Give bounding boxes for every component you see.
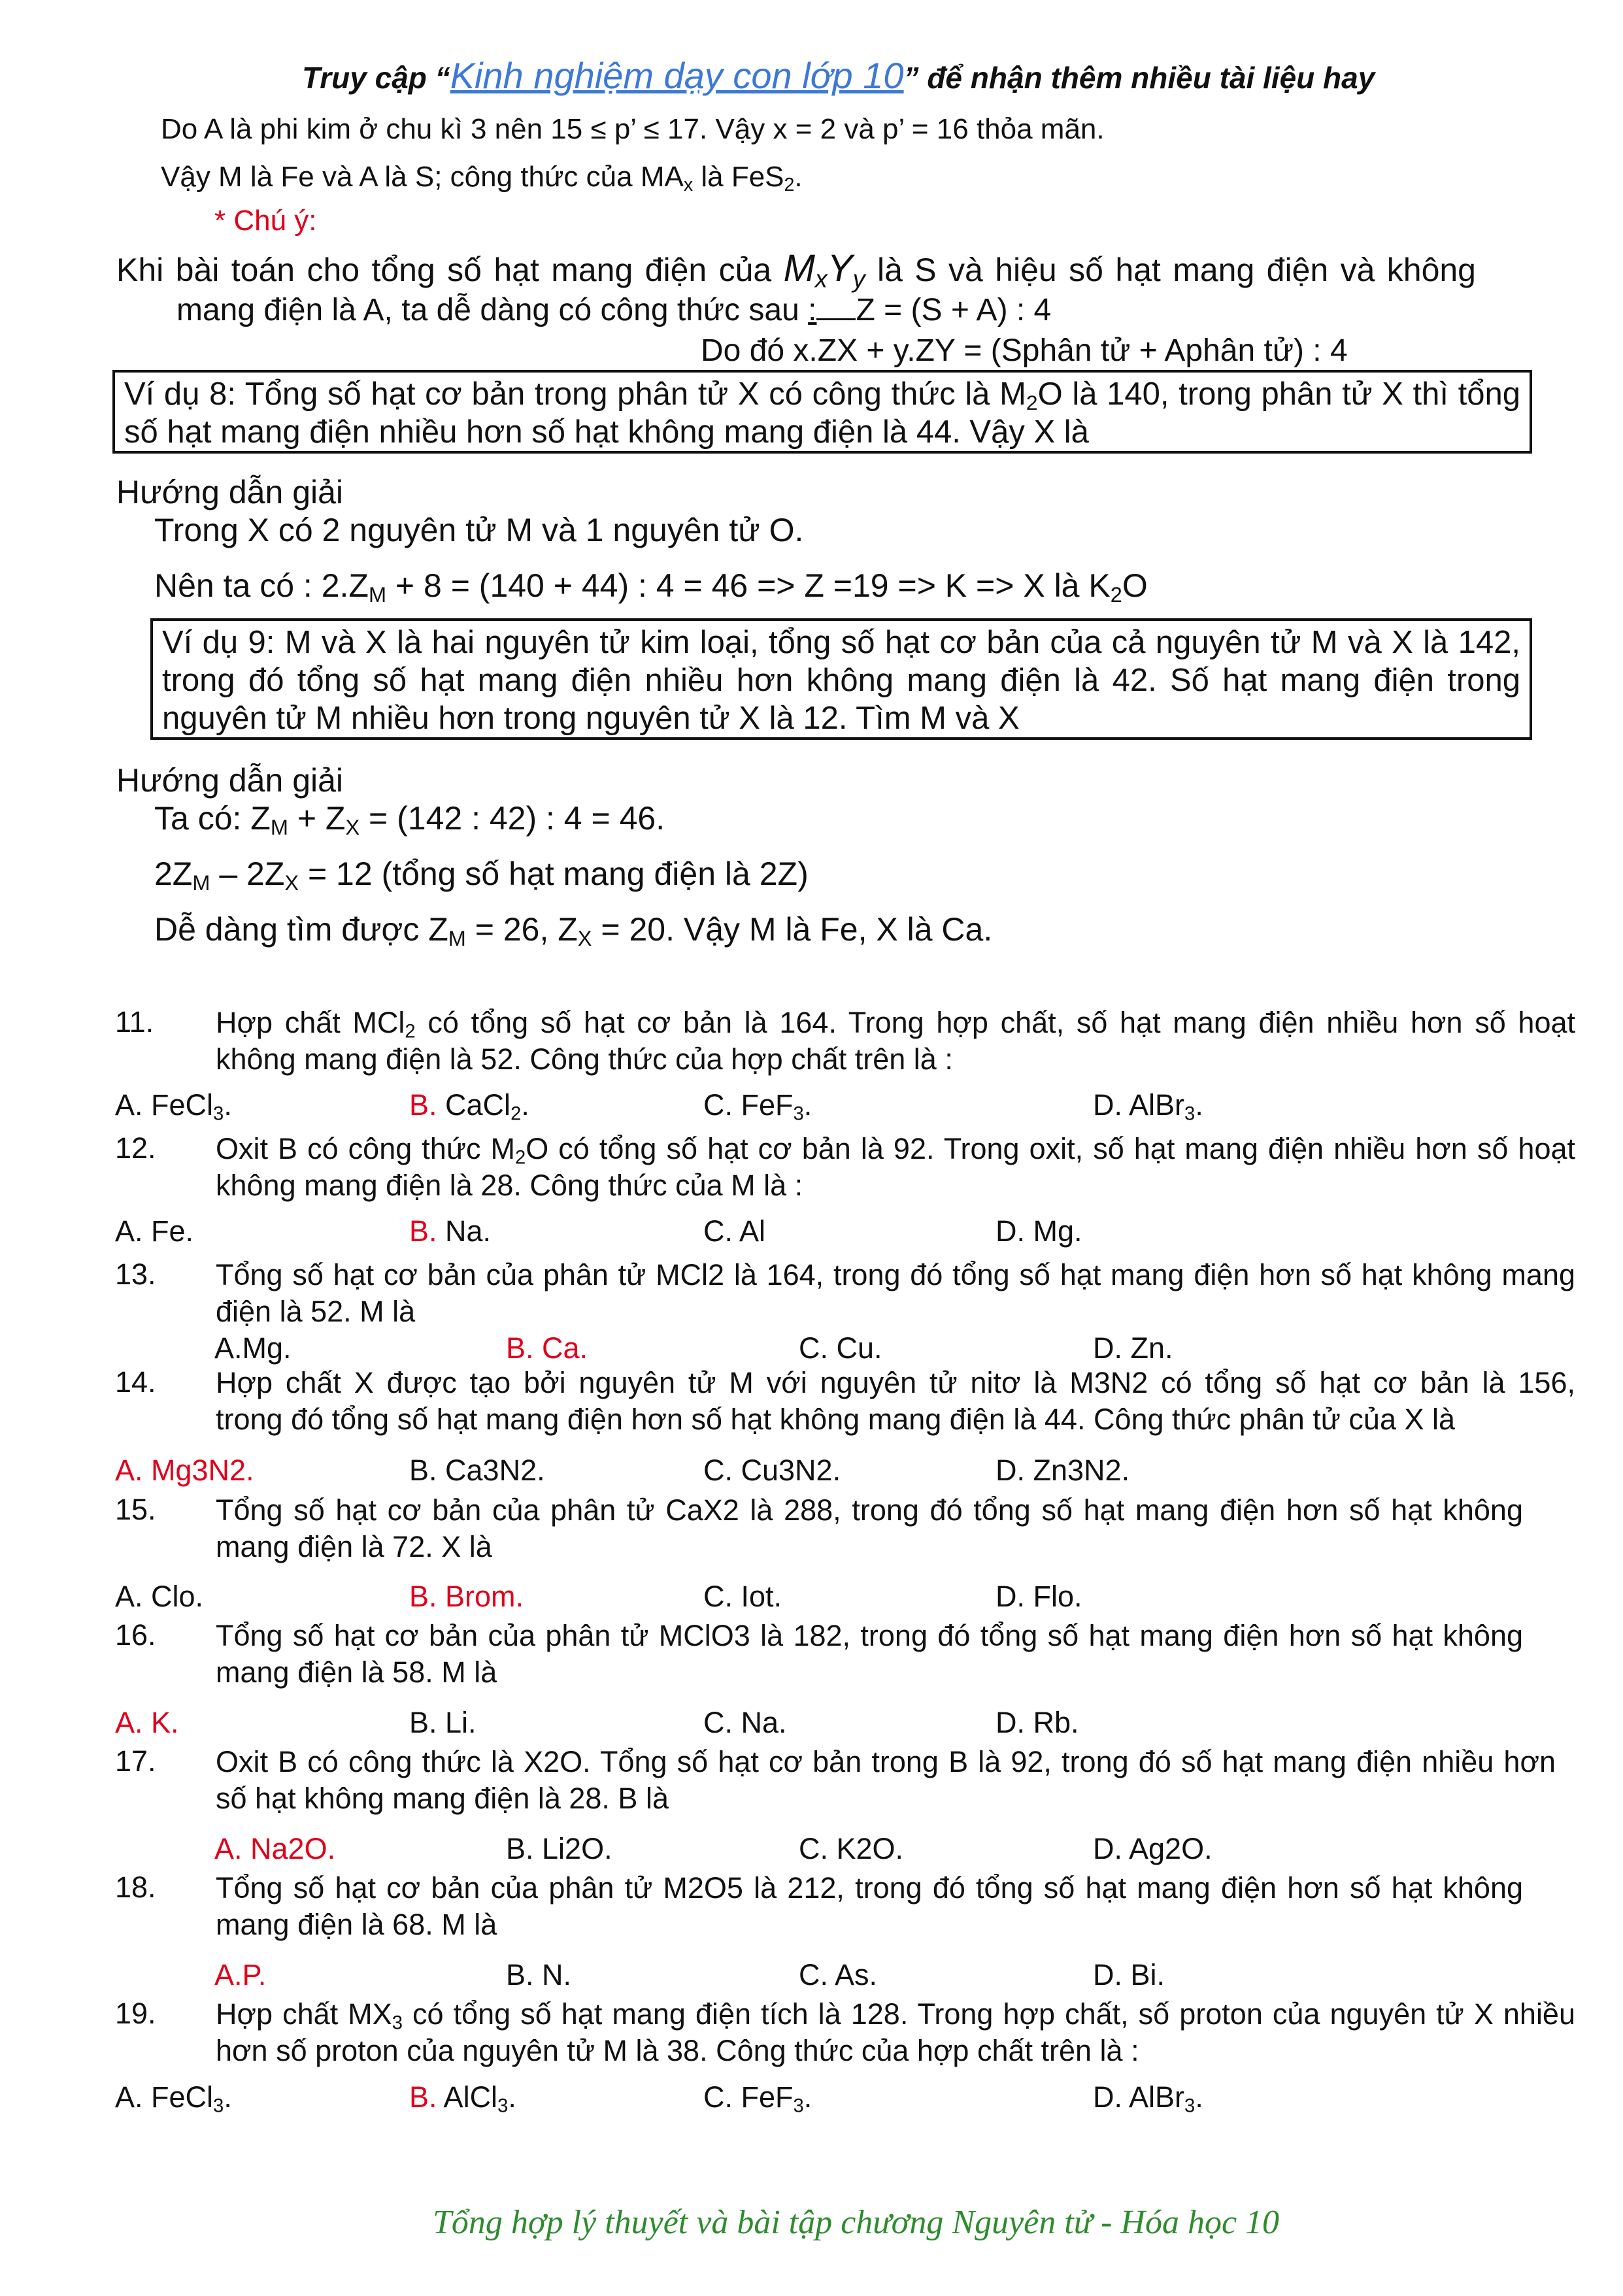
solution-9-title: Hướng dẫn giải bbox=[116, 762, 344, 799]
solution-8-line-2: Nên ta có : $2.Z_M + 8 = (140 + 44)$ : 4 = 46 => Z =19 => K => X là $K_2O$ bbox=[154, 567, 1148, 607]
q12-number: 12. bbox=[115, 1131, 156, 1165]
q11-option-b[interactable]: B. CaCl$_2$. bbox=[409, 1088, 529, 1125]
q14-option-d[interactable]: D. Zn3N2. bbox=[996, 1454, 1130, 1487]
q18-number: 18. bbox=[115, 1871, 156, 1904]
solution-9-line-3: Dễ dàng tìm được $Z_M = 26$, $Z_X = 20$. Vậy M là Fe, X là Ca. bbox=[154, 911, 993, 951]
q17-option-d[interactable]: D. Ag2O. bbox=[1093, 1832, 1213, 1865]
q15-option-c[interactable]: C. Iot. bbox=[703, 1580, 782, 1613]
q17-option-a[interactable]: A. Na2O. bbox=[214, 1832, 336, 1865]
example-8-line-1: Ví dụ 8: Tổng số hạt cơ bản trong phân tử X có công thức là $M_2O$ là 140, trong phân tử X thì tổng bbox=[124, 376, 1520, 414]
q15-number: 15. bbox=[115, 1493, 156, 1526]
q12-text: Oxit B có công thức $M_2O$ có tổng số hạt cơ bản là 92. Trong oxit, số hạt mang điện nhiều hơn số hoạt không mang điện là 28. Công thức của M là : bbox=[216, 1132, 1576, 1202]
q17-option-b[interactable]: B. Li2O. bbox=[506, 1832, 612, 1865]
q11-number: 11. bbox=[115, 1005, 154, 1039]
q18-option-b[interactable]: B. N. bbox=[506, 1958, 572, 1991]
header-link[interactable]: Kinh nghiệm dạy con lớp 10 bbox=[450, 55, 904, 96]
intro-line-2: Vậy M là Fe và A là S; công thức của $MA_x$ là FeS$_2$. bbox=[161, 161, 803, 196]
example-9-box bbox=[150, 618, 1532, 740]
formula-line-3: Do đó x.ZX + y.ZY = (Sphân tử + Aphân tử) : 4 bbox=[701, 333, 1348, 368]
page-footer: Tổng hợp lý thuyết và bài tập chương Nguyên tử - Hóa học 10 bbox=[433, 2204, 1280, 2241]
q14-option-c[interactable]: C. Cu3N2. bbox=[703, 1454, 841, 1487]
q14-option-a[interactable]: A. Mg3N2. bbox=[115, 1454, 254, 1487]
formula-line-1: Khi bài toán cho tổng số hạt mang điện của $M_xY_y$ là S và hiệu số hạt mang điện và không bbox=[116, 247, 1476, 293]
q16-option-d[interactable]: D. Rb. bbox=[996, 1706, 1079, 1739]
q19-option-d[interactable]: D. AlBr$_3$. bbox=[1093, 2080, 1203, 2117]
q16-number: 16. bbox=[115, 1618, 156, 1652]
q13-option-b[interactable]: B. Ca. bbox=[506, 1331, 588, 1365]
q19-number: 19. bbox=[115, 1997, 156, 2030]
q16-option-c[interactable]: C. Na. bbox=[703, 1706, 787, 1739]
q13-option-a[interactable]: A.Mg. bbox=[214, 1331, 292, 1365]
q13-number: 13. bbox=[115, 1257, 156, 1291]
q19-option-b[interactable]: B. AlCl$_3$. bbox=[409, 2080, 516, 2117]
page-header bbox=[302, 54, 1375, 97]
q18-option-a[interactable]: A.P. bbox=[214, 1958, 267, 1991]
solution-8-line-1: Trong X có 2 nguyên tử M và 1 nguyên tử O. bbox=[154, 512, 804, 548]
q16-option-a[interactable]: A. K. bbox=[115, 1706, 179, 1739]
q11-option-d[interactable]: D. AlBr$_3$. bbox=[1093, 1088, 1203, 1125]
example-8-line-2: số hạt mang điện nhiều hơn số hạt không mang điện là 44. Vậy X là bbox=[124, 414, 1089, 450]
solution-9-line-1: Ta có: $Z_M + Z_X = (142$ : 42) : 4 = 46. bbox=[154, 800, 665, 840]
q14-option-b[interactable]: B. Ca3N2. bbox=[409, 1454, 545, 1487]
header-prefix: Truy cập “ bbox=[302, 61, 450, 95]
q11-option-a[interactable]: A. FeCl$_3$. bbox=[115, 1088, 232, 1125]
note-label: * Chú ý: bbox=[214, 205, 317, 237]
q18-option-d[interactable]: D. Bi. bbox=[1093, 1958, 1165, 1991]
q11-option-c[interactable]: C. FeF$_3$. bbox=[703, 1088, 812, 1125]
example-8-box bbox=[112, 370, 1532, 454]
q12-option-b[interactable]: B. Na. bbox=[409, 1214, 492, 1248]
formula-line-2: mang điện là A, ta dễ dàng có công thức sau : Z = (S + A) : 4 bbox=[176, 293, 1052, 327]
q18-option-c[interactable]: C. As. bbox=[799, 1958, 878, 1991]
q16-option-b[interactable]: B. Li. bbox=[409, 1706, 477, 1739]
solution-8-title: Hướng dẫn giải bbox=[116, 474, 344, 510]
q17-text: Oxit B có công thức là X2O. Tổng số hạt cơ bản trong B là 92, trong đó số hạt mang điện nhiều hơn số hạt không mang điện là 28. B là bbox=[216, 1745, 1556, 1815]
q17-option-c[interactable]: C. K2O. bbox=[799, 1832, 904, 1865]
q19-option-c[interactable]: C. FeF$_3$. bbox=[703, 2080, 812, 2117]
q13-text: Tổng số hạt cơ bản của phân tử MCl2 là 164, trong đó tổng số hạt mang điện hơn số hạt không mang điện là 52. M là bbox=[216, 1258, 1575, 1328]
q13-option-d[interactable]: D. Zn. bbox=[1093, 1331, 1173, 1365]
q11-text: Hợp chất MCl$_2$ có tổng số hạt cơ bản là 164. Trong hợp chất, số hạt mang điện nhiều hơn số hoạt không mang điện là 52. Công thức của hợp chất trên là : bbox=[216, 1006, 1576, 1076]
q18-text: Tổng số hạt cơ bản của phân tử M2O5 là 212, trong đó tổng số hạt mang điện hơn số hạt không mang điện là 68. M là bbox=[216, 1871, 1523, 1941]
q15-option-a[interactable]: A. Clo. bbox=[115, 1580, 204, 1613]
q19-option-a[interactable]: A. FeCl$_3$. bbox=[115, 2080, 232, 2117]
q16-text: Tổng số hạt cơ bản của phân tử MClO3 là 182, trong đó tổng số hạt mang điện hơn số hạt không mang điện là 58. M là bbox=[216, 1619, 1523, 1689]
header-suffix: ” để nhận thêm nhiều tài liệu hay bbox=[903, 61, 1375, 95]
q12-option-a[interactable]: A. Fe. bbox=[115, 1214, 194, 1248]
q13-option-c[interactable]: C. Cu. bbox=[799, 1331, 882, 1365]
q17-number: 17. bbox=[115, 1744, 156, 1778]
q15-option-b[interactable]: B. Brom. bbox=[409, 1580, 524, 1613]
q12-option-c[interactable]: C. Al bbox=[703, 1214, 766, 1248]
q15-option-d[interactable]: D. Flo. bbox=[996, 1580, 1082, 1613]
q15-text: Tổng số hạt cơ bản của phân tử CaX2 là 288, trong đó tổng số hạt mang điện hơn số hạt không mang điện là 72. X là bbox=[216, 1493, 1523, 1563]
q14-number: 14. bbox=[115, 1365, 156, 1399]
example-9-line-1: Ví dụ 9: M và X là hai nguyên tử kim loại, tổng số hạt cơ bản của cả nguyên tử M và X là 142, bbox=[162, 625, 1520, 660]
solution-9-line-2: $2Z_M - 2Z_X = 12$ (tổng số hạt mang điện là 2Z) bbox=[154, 856, 809, 895]
example-9-line-3: nguyên tử M nhiều hơn trong nguyên tử X là 12. Tìm M và X bbox=[162, 701, 1020, 736]
q19-text: Hợp chất $MX_3$ có tổng số hạt mang điện tích là 128. Trong hợp chất, số proton của nguyên tử X nhiều hơn số proton của nguyên tử M là 38. Công thức của hợp chất trên là : bbox=[216, 1997, 1575, 2067]
intro-line-1: Do A là phi kim ở chu kì 3 nên 15 ≤ p’ ≤ 17. Vậy x = 2 và p’ = 16 thỏa mãn. bbox=[161, 113, 1105, 145]
q14-text: Hợp chất X được tạo bởi nguyên tử M với nguyên tử nitơ là M3N2 có tổng số hạt cơ bản là 156, trong đó tổng số hạt mang điện hơn số hạt không mang điện là 44. Công thức phân tử của X là bbox=[216, 1366, 1575, 1436]
example-9-line-2: trong đó tổng số hạt mang điện nhiều hơn không mang điện là 42. Số hạt mang điện trong bbox=[162, 663, 1520, 698]
q12-option-d[interactable]: D. Mg. bbox=[996, 1214, 1082, 1248]
